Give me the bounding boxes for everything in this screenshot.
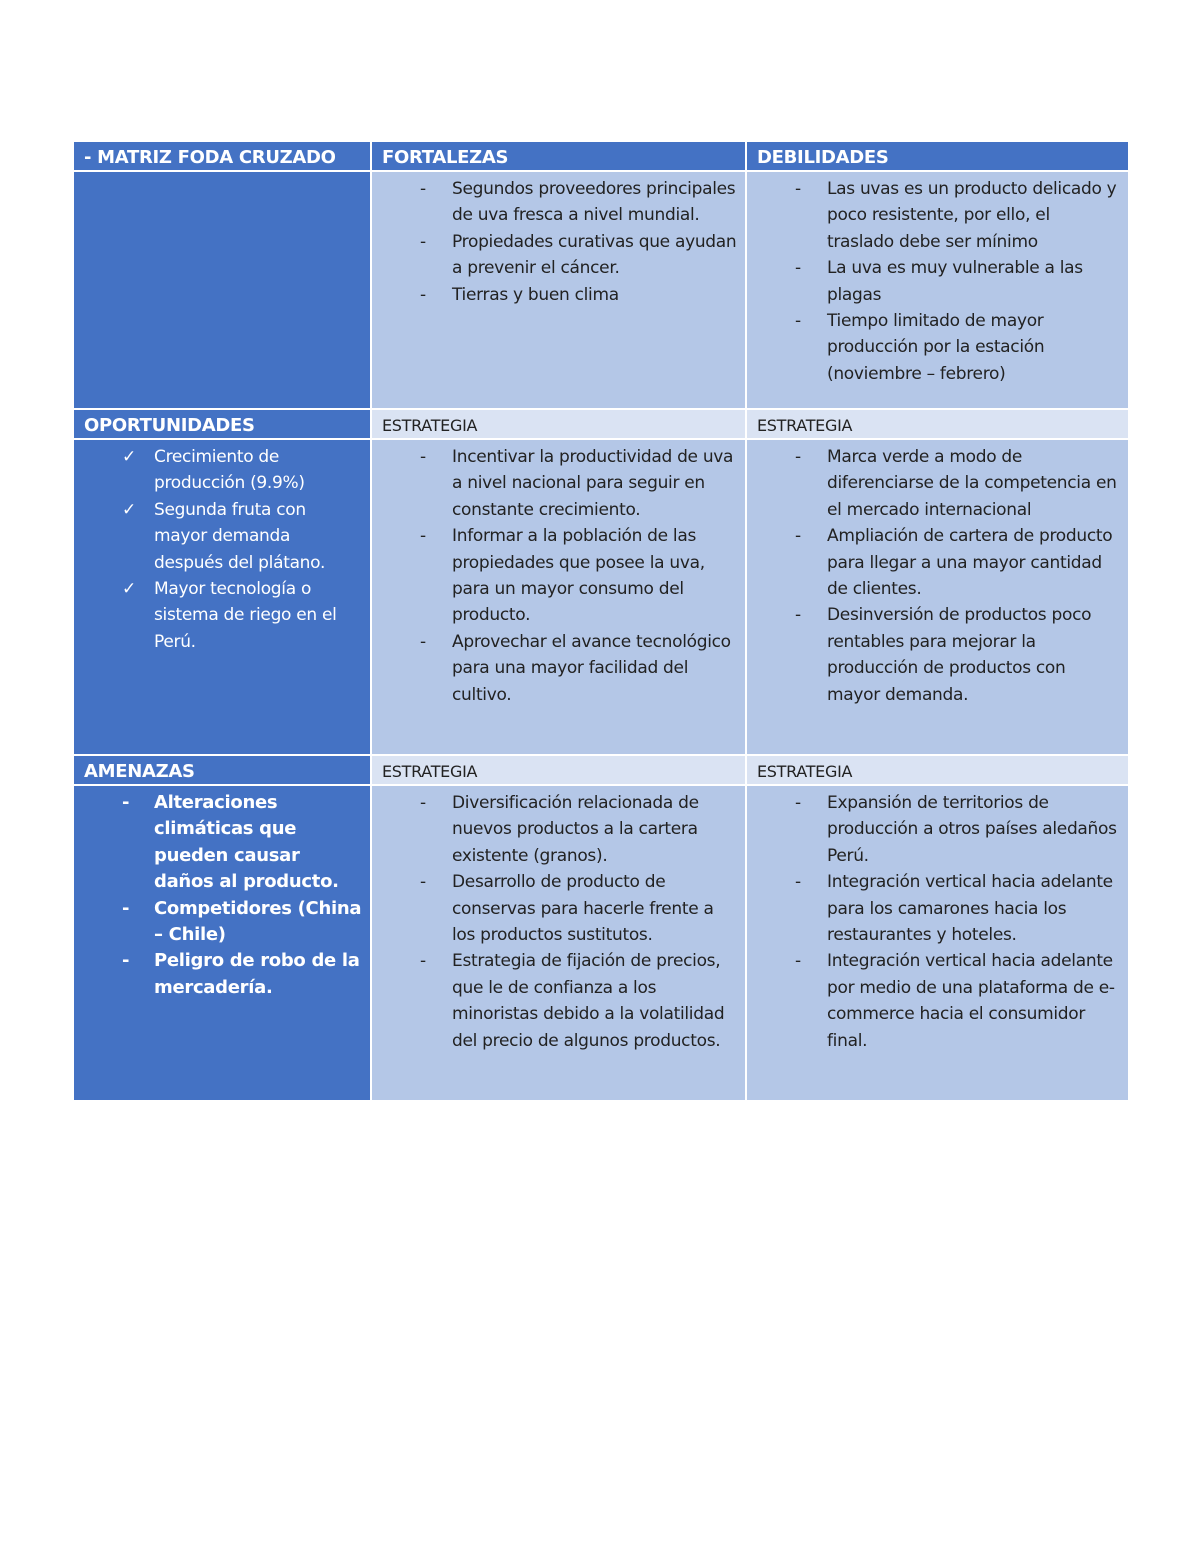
oportunidades-list <box>74 440 370 655</box>
amenazas-header: AMENAZAS <box>73 755 371 785</box>
dash-marker: - <box>795 605 801 626</box>
dash-marker: - <box>420 231 426 252</box>
strategy-fo-list <box>372 440 745 708</box>
list-item: - Competidores (China – Chile) <box>122 897 362 946</box>
strategy-do-list <box>747 440 1128 708</box>
dash-marker: - <box>420 793 426 813</box>
list-item: - Marca verde a modo de diferenciarse de la competencia en el mercado internacional <box>827 444 1120 523</box>
list-item: - Tiempo limitado de mayor producción por la estación (noviembre – febrero) <box>827 308 1120 387</box>
strategy-do-cell <box>746 439 1129 755</box>
dash-marker: - <box>122 897 130 919</box>
dash-marker: - <box>795 951 801 972</box>
debilidades-header: DEBILIDADES <box>746 141 1129 171</box>
list-item: - Desarrollo de producto de conservas para hacerle frente a los productos sustitutos. <box>452 869 737 948</box>
list-item: - Diversificación relacionada de nuevos productos a la cartera existente (granos). <box>452 790 737 869</box>
list-item: - La uva es muy vulnerable a las plagas <box>827 255 1120 308</box>
check-icon: ✓ <box>122 579 136 600</box>
oportunidades-header: OPORTUNIDADES <box>73 409 371 439</box>
fortalezas-list <box>372 172 745 308</box>
debilidades-list <box>747 172 1128 387</box>
check-icon: ✓ <box>122 499 136 520</box>
foda-matrix-page <box>72 140 1128 1102</box>
strategy-fa-list <box>372 786 745 1054</box>
list-item: - Incentivar la productividad de uva a nivel nacional para seguir en constante crecimiento. <box>452 444 737 523</box>
list-item: - Informar a la población de las propiedades que posee la uva, para un mayor consumo del producto. <box>452 523 737 629</box>
list-item: - Peligro de robo de la mercadería. <box>122 950 360 998</box>
matrix-corner-fill <box>73 171 371 409</box>
list-item: - Expansión de territorios de producción a otros países aledaños Perú. <box>827 790 1120 869</box>
dash-marker: - <box>420 631 426 652</box>
list-item: ✓ Mayor tecnología o sistema de riego en el Perú. <box>154 576 362 655</box>
foda-matrix-table <box>72 140 1130 1102</box>
list-item: - Estrategia de fijación de precios, que le de confianza a los minoristas debido a la volatilidad del precio de algunos productos. <box>452 948 737 1054</box>
list-item: - Alteraciones climáticas que pueden causar daños al producto. <box>122 792 339 893</box>
list-item: ✓ Crecimiento de producción (9.9%) <box>154 444 362 497</box>
dash-marker: - <box>795 872 801 893</box>
list-item: - Desinversión de productos poco rentables para mejorar la producción de productos con mayor demanda. <box>827 602 1120 708</box>
dash-marker: - <box>420 951 426 972</box>
dash-marker: - <box>122 792 130 813</box>
dash-marker: - <box>795 311 801 332</box>
strategy-fa-header: ESTRATEGIA <box>371 755 746 785</box>
matrix-corner-title: - MATRIZ FODA CRUZADO <box>73 141 371 171</box>
dash-marker: - <box>795 258 801 279</box>
dash-marker: - <box>420 447 426 467</box>
dash-marker: - <box>795 179 801 199</box>
dash-marker: - <box>420 179 426 199</box>
dash-marker: - <box>795 793 801 813</box>
oportunidades-cell <box>73 439 371 755</box>
dash-marker: - <box>122 950 130 972</box>
list-item: - Integración vertical hacia adelante para los camarones hacia los restaurantes y hoteles. <box>827 869 1120 948</box>
amenazas-cell <box>73 785 371 1101</box>
dash-marker: - <box>795 526 801 547</box>
list-item: - Las uvas es un producto delicado y poco resistente, por ello, el traslado debe ser mínimo <box>827 176 1120 255</box>
strategy-do-header: ESTRATEGIA <box>746 409 1129 439</box>
list-item: - Segundos proveedores principales de uva fresca a nivel mundial. <box>452 176 737 229</box>
strategy-fo-cell <box>371 439 746 755</box>
dash-marker: - <box>420 872 426 893</box>
amenazas-list <box>74 786 370 1001</box>
strategy-da-header: ESTRATEGIA <box>746 755 1129 785</box>
fortalezas-header: FORTALEZAS <box>371 141 746 171</box>
strategy-fa-cell <box>371 785 746 1101</box>
strategy-fo-header: ESTRATEGIA <box>371 409 746 439</box>
list-item: - Tierras y buen clima <box>452 282 737 308</box>
check-icon: ✓ <box>122 447 136 467</box>
list-item: - Ampliación de cartera de producto para llegar a una mayor cantidad de clientes. <box>827 523 1120 602</box>
dash-marker: - <box>795 447 801 467</box>
dash-marker: - <box>420 526 426 547</box>
debilidades-cell <box>746 171 1129 409</box>
fortalezas-cell <box>371 171 746 409</box>
list-item: - Aprovechar el avance tecnológico para una mayor facilidad del cultivo. <box>452 629 737 708</box>
list-item: ✓ Segunda fruta con mayor demanda después del plátano. <box>154 497 362 576</box>
list-item: - Propiedades curativas que ayudan a prevenir el cáncer. <box>452 229 737 282</box>
dash-marker: - <box>420 284 426 305</box>
list-item: - Integración vertical hacia adelante por medio de una plataforma de e-commerce hacia el consumidor final. <box>827 948 1120 1054</box>
strategy-da-list <box>747 786 1128 1054</box>
strategy-da-cell <box>746 785 1129 1101</box>
